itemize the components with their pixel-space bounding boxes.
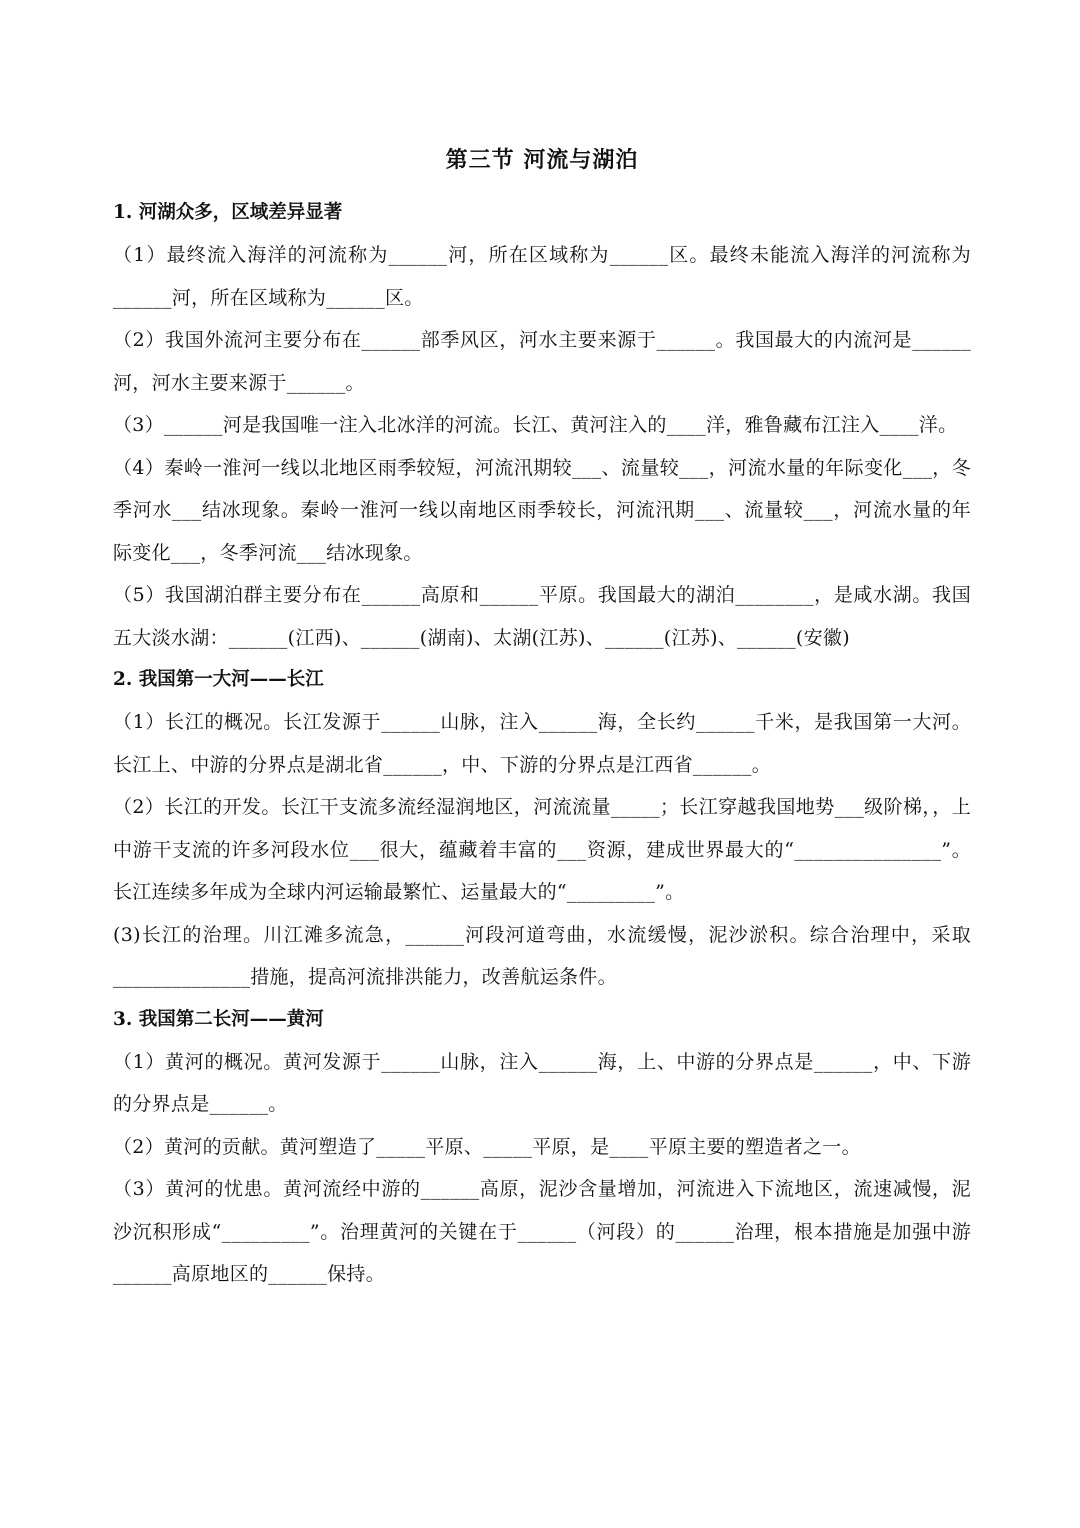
page-title: 第三节 河流与湖泊	[445, 148, 639, 173]
question-paragraph: (3)长江的治理。川江滩多流急，______河段河道弯曲，水流缓慢，泥沙淤积。综合治理中，采取______________措施，提高河流排洪能力，改善航运条件。	[113, 923, 971, 988]
question-paragraph: （4）秦岭一淮河一线以北地区雨季较短，河流汛期较___、流量较___，河流水量的年际变化___，冬季河水___结冰现象。秦岭一淮河一线以南地区雨季较长，河流汛期___、流量较___，河流水量的年际变化___，冬季河流___结冰现象。	[113, 456, 971, 564]
section-yangtze	[113, 659, 971, 999]
section-yellow-river	[113, 999, 971, 1296]
question-paragraph: （2）长江的开发。长江干支流多流经湿润地区，河流流量_____；长江穿越我国地势___级阶梯，，上中游干支流的许多河段水位___很大，蕴藏着丰富的___资源，建成世界最大的“_______________”。长江连续多年成为全球内河运输最繁忙、运量最大的“_________”。	[113, 796, 971, 903]
question-paragraph: （1）最终流入海洋的河流称为______河，所在区域称为______区。最终未能流入海洋的河流称为______河，所在区域称为______区。	[113, 244, 971, 309]
section-heading: 1. 河湖众多，区域差异显著	[113, 202, 343, 223]
question-paragraph: （5）我国湖泊群主要分布在______高原和______平原。我国最大的湖泊________，是咸水湖。我国五大淡水湖：______(江西)、______(湖南)、太湖(江苏)、______(江苏)、______(安徽)	[113, 584, 971, 649]
question-paragraph: （2）我国外流河主要分布在______部季风区，河水主要来源于______。我国最大的内流河是______河，河水主要来源于______。	[113, 329, 971, 394]
worksheet-page	[113, 142, 971, 1296]
question-paragraph: （3）黄河的忧患。黄河流经中游的______高原，泥沙含量增加，河流进入下流地区，流速减慢，泥沙沉积形成“_________”。治理黄河的关键在于______（河段）的______治理，根本措施是加强中游______高原地区的______保持。	[113, 1178, 971, 1285]
question-paragraph: （3）______河是我国唯一注入北冰洋的河流。长江、黄河注入的____洋，雅鲁藏布江注入____洋。	[113, 414, 958, 436]
section-rivers-lakes	[113, 192, 971, 659]
question-paragraph: （1）黄河的概况。黄河发源于______山脉，注入______海，上、中游的分界点是______，中、下游的分界点是______。	[113, 1050, 971, 1115]
question-paragraph: （2）黄河的贡献。黄河塑造了_____平原、_____平原，是____平原主要的塑造者之一。	[113, 1135, 861, 1158]
section-heading: 2. 我国第一大河——长江	[113, 669, 324, 690]
section-heading: 3. 我国第二长河——黄河	[113, 1008, 324, 1030]
question-paragraph: （1）长江的概况。长江发源于______山脉，注入______海，全长约______千米，是我国第一大河。长江上、中游的分界点是湖北省______，中、下游的分界点是江西省______。	[113, 711, 971, 776]
